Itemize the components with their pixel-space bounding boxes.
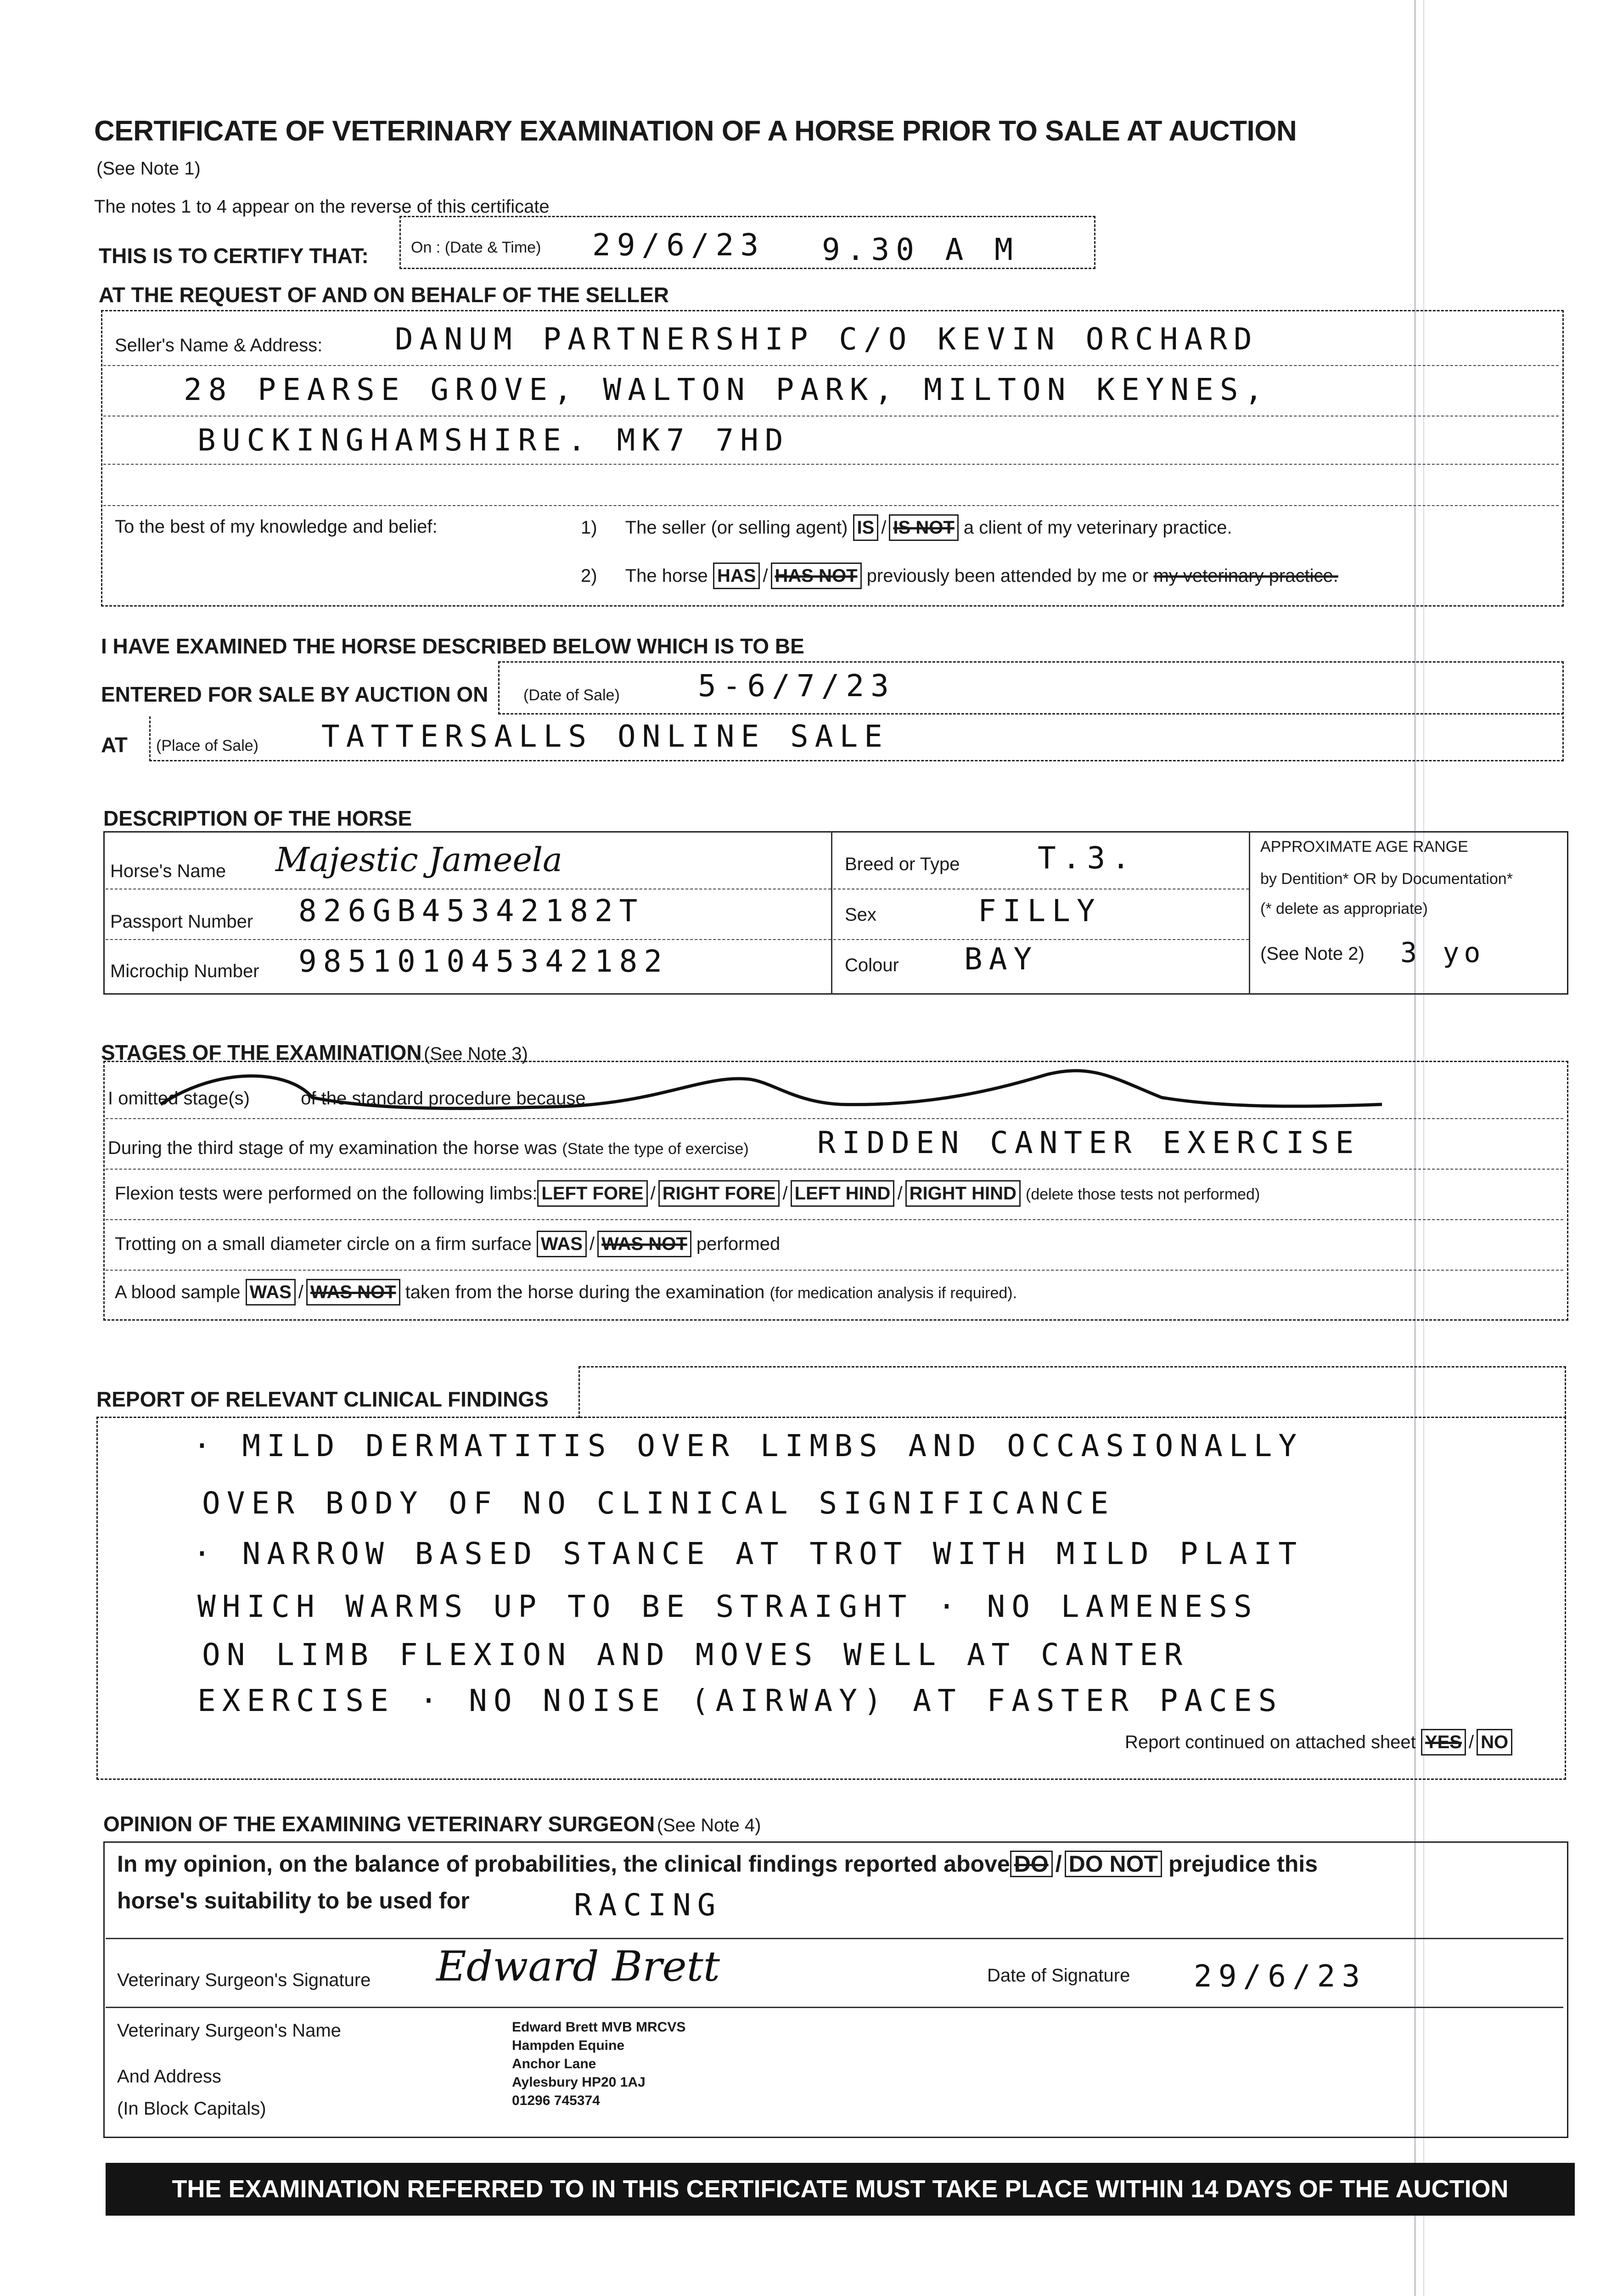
report-line-6[interactable]: EXERCISE · NO NOISE (AIRWAY) AT FASTER PACES xyxy=(197,1683,1283,1718)
breed-value[interactable]: T.3. xyxy=(1038,840,1136,876)
trot-row: Trotting on a small diameter circle on a firm surface WAS / WAS NOT performed xyxy=(115,1231,780,1257)
seller-is-option[interactable]: IS xyxy=(853,514,879,541)
statement-2: 2) The horse HAS / HAS NOT previously been attended by me or my veterinary practice. xyxy=(581,563,1338,589)
seller-heading: AT THE REQUEST OF AND ON BEHALF OF THE SELLER xyxy=(99,283,669,307)
report-line-1[interactable]: · MILD DERMATITIS OVER LIMBS AND OCCASIONALLY xyxy=(193,1428,1303,1463)
microchip-label: Microchip Number xyxy=(110,961,259,981)
opinion-text-2: horse's suitability to be used for xyxy=(117,1888,470,1913)
statement-2-num: 2) xyxy=(581,566,597,586)
intended-use[interactable]: RACING xyxy=(574,1887,722,1923)
seller-name-label: Seller's Name & Address: xyxy=(115,335,323,355)
stamp-line-2: Hampden Equine xyxy=(512,2038,625,2053)
certificate-title: CERTIFICATE OF VETERINARY EXAMINATION OF A HORSE PRIOR TO SALE AT AUCTION xyxy=(94,115,1297,147)
horse-name[interactable]: Majestic Jameela xyxy=(275,840,562,879)
horse-heading: DESCRIPTION OF THE HORSE xyxy=(103,806,412,830)
opinion-rule-1 xyxy=(106,1938,1563,1939)
block-capitals-label: (In Block Capitals) xyxy=(117,2099,266,2119)
opinion-do-option[interactable]: DO xyxy=(1010,1851,1053,1877)
opinion-do-not-option[interactable]: DO NOT xyxy=(1065,1851,1162,1877)
omitted-label: I omitted stage(s) xyxy=(108,1088,250,1109)
trot-post: performed xyxy=(696,1234,781,1254)
horse-has-option[interactable]: HAS xyxy=(713,563,760,589)
omitted-post: of the standard procedure because xyxy=(301,1088,586,1109)
report-heading: REPORT OF RELEVANT CLINICAL FINDINGS xyxy=(96,1387,549,1411)
flexion-row: Flexion tests were performed on the following limbs: LEFT FORE / RIGHT FORE / LEFT HIND / RIGHT HIND (delete those tests not performed) xyxy=(115,1180,1260,1207)
stages-heading: STAGES OF THE EXAMINATION xyxy=(101,1041,422,1064)
passport-number[interactable]: 826GB45342182T xyxy=(298,893,644,929)
trot-label: Trotting on a small diameter circle on a firm surface xyxy=(115,1234,532,1254)
statement-1-pre: The seller (or selling agent) xyxy=(625,518,848,538)
opinion-text-1: In my opinion, on the balance of probabilities, the clinical findings reported above xyxy=(117,1851,1010,1877)
trot-was-not-option[interactable]: WAS NOT xyxy=(597,1231,691,1257)
blood-row: A blood sample WAS / WAS NOT taken from the horse during the examination (for medication analysis if required). xyxy=(115,1279,1017,1306)
sale-heading-1: I HAVE EXAMINED THE HORSE DESCRIBED BELOW WHICH IS TO BE xyxy=(101,634,804,658)
statement-2-struck: my veterinary practice. xyxy=(1153,566,1338,586)
exam-time[interactable]: 9.30 A M xyxy=(822,232,1019,267)
age-by: by Dentition* OR by Documentation* xyxy=(1260,870,1513,888)
vet-address-label: And Address xyxy=(117,2066,221,2087)
sale-place-label: (Place of Sale) xyxy=(156,737,258,754)
blood-was-option[interactable]: WAS xyxy=(246,1279,296,1306)
stages-rule-1 xyxy=(106,1118,1563,1119)
knowledge-label: To the best of my knowledge and belief: xyxy=(115,517,438,537)
trot-was-option[interactable]: WAS xyxy=(537,1231,587,1257)
age-heading: APPROXIMATE AGE RANGE xyxy=(1260,838,1468,855)
third-stage-exercise[interactable]: RIDDEN CANTER EXERCISE xyxy=(817,1125,1360,1160)
stages-rule-4 xyxy=(106,1270,1563,1271)
report-line-4[interactable]: WHICH WARMS UP TO BE STRAIGHT · NO LAMENESS xyxy=(197,1589,1258,1624)
flexion-right-hind[interactable]: RIGHT HIND xyxy=(905,1180,1021,1207)
statement-1: 1) The seller (or selling agent) IS / IS NOT a client of my veterinary practice. xyxy=(581,514,1232,541)
signature-date-label: Date of Signature xyxy=(987,1965,1130,1986)
flexion-left-hind[interactable]: LEFT HIND xyxy=(791,1180,895,1207)
statement-2-post: previously been attended by me or xyxy=(866,566,1149,586)
horse-col-divider-1 xyxy=(831,831,832,994)
stamp-line-3: Anchor Lane xyxy=(512,2056,596,2071)
statement-1-post: a client of my veterinary practice. xyxy=(963,518,1232,538)
colour-value[interactable]: BAY xyxy=(964,941,1039,977)
age-see-note: (See Note 2) xyxy=(1260,944,1365,964)
third-stage-note: (State the type of exercise) xyxy=(562,1140,749,1158)
passport-label: Passport Number xyxy=(110,912,253,932)
sale-place[interactable]: TATTERSALLS ONLINE SALE xyxy=(321,719,889,754)
flexion-note: (delete those tests not performed) xyxy=(1026,1186,1260,1203)
horse-has-not-option[interactable]: HAS NOT xyxy=(771,563,862,589)
sex-value[interactable]: FILLY xyxy=(978,893,1101,929)
sale-date[interactable]: 5-6/7/23 xyxy=(698,668,895,703)
breed-label: Breed or Type xyxy=(845,854,960,874)
breed-row-rule-2 xyxy=(833,939,1249,940)
third-stage-row xyxy=(108,1138,749,1159)
age-delete-note: (* delete as appropriate) xyxy=(1260,900,1428,917)
stamp-line-5: 01296 745374 xyxy=(512,2093,600,2108)
opinion-rule-2 xyxy=(106,2007,1563,2008)
report-line-3[interactable]: · NARROW BASED STANCE AT TROT WITH MILD PLAIT xyxy=(193,1536,1303,1571)
date-time-label: On : (Date & Time) xyxy=(411,239,541,256)
seller-rule-3 xyxy=(103,464,1559,465)
stamp-line-1: Edward Brett MVB MRCVS xyxy=(512,2020,686,2035)
report-line-2[interactable]: OVER BODY OF NO CLINICAL SIGNIFICANCE xyxy=(202,1486,1115,1521)
stages-rule-3 xyxy=(106,1219,1563,1220)
signature-date[interactable]: 29/6/23 xyxy=(1194,1958,1367,1994)
stamp-line-4: Aylesbury HP20 1AJ xyxy=(512,2075,646,2090)
opinion-text-row: In my opinion, on the balance of probabilities, the clinical findings reported above DO / DO NOT prejudice this xyxy=(117,1851,1318,1877)
see-note-1: (See Note 1) xyxy=(96,158,201,179)
exam-date[interactable]: 29/6/23 xyxy=(592,227,765,263)
seller-address-line-1[interactable]: DANUM PARTNERSHIP C/O KEVIN ORCHARD xyxy=(395,321,1258,357)
report-line-5[interactable]: ON LIMB FLEXION AND MOVES WELL AT CANTER xyxy=(202,1637,1189,1672)
colour-label: Colour xyxy=(845,955,899,975)
flexion-left-fore[interactable]: LEFT FORE xyxy=(537,1180,647,1207)
third-stage-label: During the third stage of my examination the horse was xyxy=(108,1138,557,1158)
footer-banner: THE EXAMINATION REFERRED TO IN THIS CERTIFICATE MUST TAKE PLACE WITHIN 14 DAYS OF THE AUCTION xyxy=(106,2163,1575,2216)
sex-label: Sex xyxy=(845,905,876,925)
microchip-number[interactable]: 985101045342182 xyxy=(298,944,669,979)
certify-label: THIS IS TO CERTIFY THAT: xyxy=(99,244,369,268)
sale-date-box xyxy=(498,661,1564,715)
vet-stamp xyxy=(512,2018,685,2110)
report-continued-row: Report continued on attached sheet YES / NO xyxy=(1125,1729,1512,1756)
statement-2-pre: The horse xyxy=(625,566,708,586)
signature-label: Veterinary Surgeon's Signature xyxy=(117,1970,371,1990)
report-continued-no[interactable]: NO xyxy=(1477,1729,1512,1756)
sale-heading-2: ENTERED FOR SALE BY AUCTION ON xyxy=(101,682,489,706)
sale-date-label: (Date of Sale) xyxy=(523,687,620,704)
horse-name-label: Horse's Name xyxy=(110,861,226,881)
flexion-label: Flexion tests were performed on the following limbs: xyxy=(115,1183,538,1204)
blood-note: (for medication analysis if required). xyxy=(769,1284,1017,1302)
opinion-heading: OPINION OF THE EXAMINING VETERINARY SURGEON xyxy=(103,1812,655,1836)
opinion-heading-note: (See Note 4) xyxy=(657,1815,761,1835)
horse-row-rule-2 xyxy=(106,939,831,940)
seller-address-line-3[interactable]: BUCKINGHAMSHIRE. MK7 7HD xyxy=(197,422,790,458)
horse-col-divider-2 xyxy=(1249,831,1250,994)
sale-at-label: AT xyxy=(101,733,128,757)
report-continued-label: Report continued on attached sheet xyxy=(1125,1732,1416,1752)
statement-1-num: 1) xyxy=(581,518,597,538)
seller-rule-1 xyxy=(103,365,1559,366)
omitted-strike-scribble xyxy=(106,1061,1405,1125)
notes-line: The notes 1 to 4 appear on the reverse of this certificate xyxy=(94,197,550,217)
age-value[interactable]: 3 yo xyxy=(1400,937,1485,969)
report-continued-yes[interactable]: YES xyxy=(1421,1729,1466,1756)
seller-is-not-option[interactable]: IS NOT xyxy=(889,514,958,541)
seller-address-line-2[interactable]: 28 PEARSE GROVE, WALTON PARK, MILTON KEYNES, xyxy=(184,372,1269,407)
blood-post: taken from the horse during the examination xyxy=(405,1282,765,1302)
stages-rule-2 xyxy=(106,1169,1563,1170)
blood-was-not-option[interactable]: WAS NOT xyxy=(306,1279,400,1306)
stages-heading-note: (See Note 3) xyxy=(424,1044,528,1064)
opinion-text-1-post: prejudice this xyxy=(1168,1851,1318,1877)
blood-label: A blood sample xyxy=(115,1282,241,1302)
seller-rule-4 xyxy=(103,505,1559,506)
opinion-heading-row xyxy=(103,1812,761,1836)
vet-name-label: Veterinary Surgeon's Name xyxy=(117,2020,341,2041)
flexion-right-fore[interactable]: RIGHT FORE xyxy=(658,1180,780,1207)
report-heading-box xyxy=(578,1366,1566,1418)
vet-signature[interactable]: Edward Brett xyxy=(436,1942,720,1991)
